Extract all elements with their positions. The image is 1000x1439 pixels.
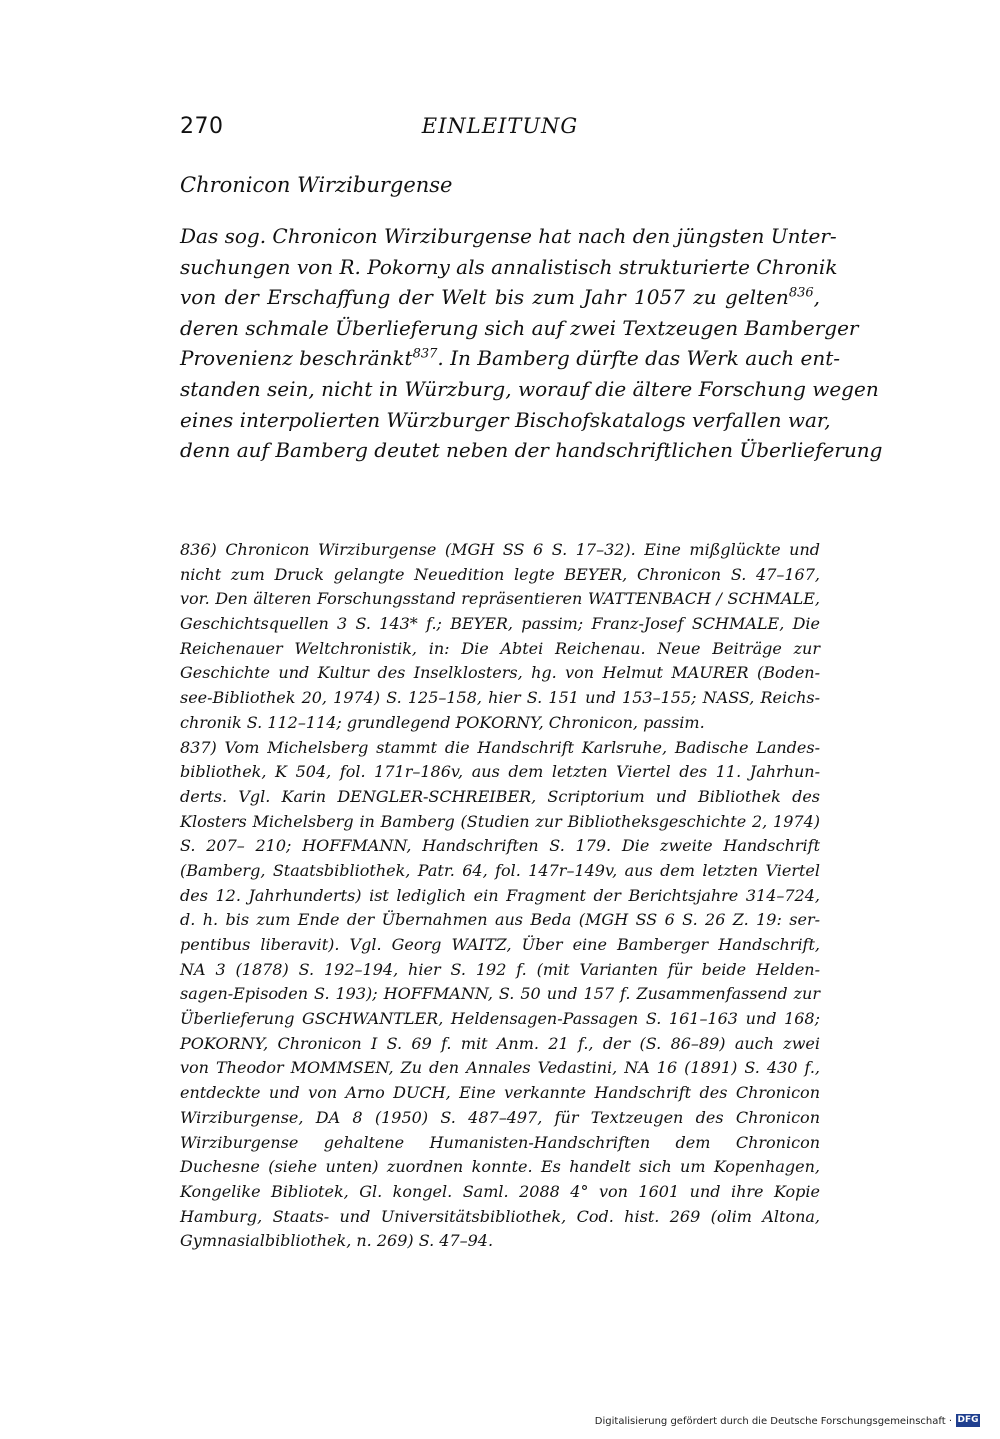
- body-line: denn auf Bamberg deutet neben der handschriftlichen Überlieferung: [180, 438, 883, 463]
- footnote-line: d. h. bis zum Ende der Übernahmen aus Beda (MGH SS 6 S. 26 Z. 19: ser-: [180, 910, 820, 930]
- body-text: . In Bamberg dürfte das Werk auch ent-: [437, 346, 840, 371]
- footnote-line: Kongelike Bibliotek, Gl. kongel. Saml. 2088 4° von 1601 und ihre Kopie: [180, 1181, 820, 1201]
- footnote-line: Klosters Michelsberg in Bamberg (Studien zur Bibliotheksgeschichte 2, 1974): [180, 811, 820, 831]
- footnote-line: nicht zum Druck gelangte Neuedition legte BEYER, Chronicon S. 47–167,: [180, 564, 820, 584]
- body-line: eines interpolierten Würzburger Bischofskatalogs verfallen war,: [180, 407, 831, 432]
- footnote-ref: 836: [788, 285, 814, 301]
- footnote-line: derts. Vgl. Karin DENGLER-SCHREIBER, Scriptorium und Bibliothek des: [180, 786, 820, 806]
- body-text: Provenienz beschränkt: [180, 346, 413, 371]
- footnote-line: sagen-Episoden S. 193); HOFFMANN, S. 50 und 157 f. Zusammenfassend zur: [180, 984, 820, 1004]
- footnote-line: vor. Den älteren Forschungsstand repräsentieren WATTENBACH / SCHMALE,: [180, 589, 820, 609]
- footnote-line: S. 207– 210; HOFFMANN, Handschriften S. 179. Die zweite Handschrift: [180, 836, 820, 856]
- footnote-line: POKORNY, Chronicon I S. 69 f. mit Anm. 21 f., der (S. 86–89) auch zwei: [180, 1033, 820, 1053]
- running-head: EINLEITUNG: [421, 114, 579, 138]
- footnote-line: 836) Chronicon Wirziburgense (MGH SS 6 S. 17–32). Eine mißglückte und: [180, 540, 820, 559]
- footnote-line: Geschichte und Kultur des Inselklosters, hg. von Helmut MAURER (Boden-: [180, 663, 820, 683]
- footnote-line: 837) Vom Michelsberg stammt die Handschrift Karlsruhe, Badische Landes-: [180, 737, 820, 757]
- footnotes: [180, 540, 820, 1256]
- footnote-line: Duchesne (siehe unten) zuordnen konnte. Es handelt sich um Kopenhagen,: [180, 1157, 820, 1177]
- body-line: Das sog. Chronicon Wirziburgense hat nach den jüngsten Unter-: [180, 224, 837, 248]
- footnote-line: Geschichtsquellen 3 S. 143* f.; BEYER, passim; Franz-Josef SCHMALE, Die: [180, 614, 820, 634]
- digitization-credit: Digitalisierung gefördert durch die Deutsche Forschungsgemeinschaft ·: [594, 1416, 952, 1427]
- footnote-line: pentibus liberavit). Vgl. Georg WAITZ, Über eine Bamberger Handschrift,: [180, 935, 820, 954]
- footnote-line: Überlieferung GSCHWANTLER, Heldensagen-Passagen S. 161–163 und 168;: [180, 1009, 820, 1029]
- footnote-line: entdeckte und von Arno DUCH, Eine verkannte Handschrift des Chronicon: [180, 1083, 820, 1103]
- footnote-line: chronik S. 112–114; grundlegend POKORNY, Chronicon, passim.: [180, 712, 705, 732]
- body-line: standen sein, nicht in Würzburg, worauf die ältere Forschung wegen: [180, 376, 879, 401]
- footnote-line: Reichenauer Weltchronistik, in: Die Abtei Reichenau. Neue Beiträge zur: [180, 638, 820, 658]
- footnote-line: Wirziburgense gehaltene Humanisten-Handschriften dem Chronicon: [180, 1132, 820, 1152]
- footnote-line: Wirziburgense, DA 8 (1950) S. 487–497, für Textzeugen des Chronicon: [180, 1107, 820, 1127]
- footnote-line: see-Bibliothek 20, 1974) S. 125–158, hier S. 151 und 153–155; NASS, Reichs-: [180, 688, 820, 708]
- body-line: [180, 346, 840, 377]
- body-text: von der Erschaffung der Welt bis zum Jahr 1057 zu gelten: [180, 285, 789, 310]
- body-paragraph: [180, 224, 883, 469]
- page-number: 270: [180, 114, 224, 139]
- footnote-line: bibliothek, K 504, fol. 171r–186v, aus dem letzten Viertel des 11. Jahrhun-: [180, 762, 820, 782]
- body-line: [180, 285, 820, 316]
- footnote-line: NA 3 (1878) S. 192–194, hier S. 192 f. (mit Varianten für beide Helden-: [180, 959, 820, 979]
- footnote-line: Hamburg, Staats- und Universitätsbibliothek, Cod. hist. 269 (olim Altona,: [180, 1206, 820, 1226]
- dfg-logo: DFG: [957, 1415, 979, 1425]
- body-text: ,: [813, 285, 820, 310]
- footnote-line: von Theodor MOMMSEN, Zu den Annales Vedastini, NA 16 (1891) S. 430 f.,: [180, 1058, 820, 1078]
- footnote-ref: 837: [412, 346, 438, 362]
- footnote-line: (Bamberg, Staatsbibliothek, Patr. 64, fol. 147r–149v, aus dem letzten Viertel: [180, 860, 820, 880]
- body-line: suchungen von R. Pokorny als annalistisch strukturierte Chronik: [180, 254, 838, 279]
- section-title: Chronicon Wirziburgense: [180, 173, 453, 197]
- footnote-line: des 12. Jahrhunderts) ist lediglich ein Fragment der Berichtsjahre 314–724,: [180, 885, 820, 905]
- footnote-line: Gymnasialbibliothek, n. 269) S. 47–94.: [180, 1231, 494, 1251]
- body-line: deren schmale Überlieferung sich auf zwei Textzeugen Bamberger: [180, 315, 859, 340]
